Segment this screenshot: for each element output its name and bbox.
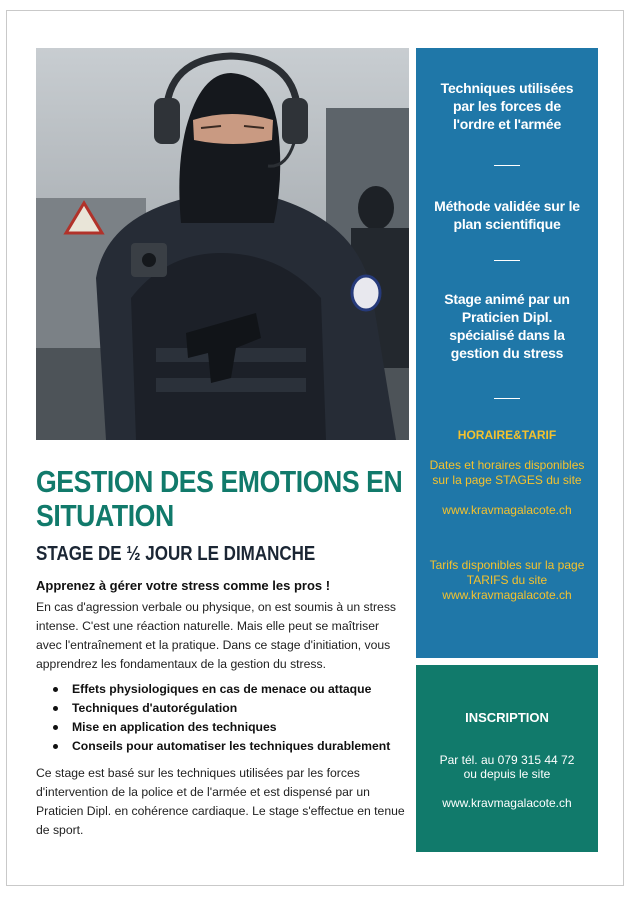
list-item-label: Effets physiologiques en cas de menace ou attaque [72,682,372,696]
feature-3: Stage animé par un Praticien Dipl. spécialisé dans la gestion du stress [444,291,570,361]
page-title: GESTION DES EMOTIONS EN SITUATION [36,464,403,533]
list-item-label: Conseils pour automatiser les techniques durablement [72,739,391,753]
intro-paragraph: En cas d'agression verbale ou physique, on est soumis à un stress intense. C'est une réaction naturelle. Mais elle peut se maîtriser avec l'entraînement et la pratique. Dans ce stage d'initiation, vous apprendrez les fondamentaux de la gestion du stress. [36,600,397,671]
inscription-link[interactable]: www.kravmagalacote.ch [442,796,572,810]
schedule-heading: HORAIRE&TARIF [457,428,557,442]
bullet-list [36,680,416,756]
tariff-text: Tarifs disponibles sur la page TARIFS du site [429,558,585,587]
separator [494,165,520,166]
inscription-site-line: ou depuis le site [463,767,551,781]
list-item [36,699,416,718]
tactical-officer-image [36,48,409,440]
inscription-panel [416,665,598,852]
feature-1: Techniques utilisées par les forces de l'ordre et l'armée [440,80,574,132]
list-item [36,680,416,699]
page-subtitle: STAGE DE ½ JOUR LE DIMANCHE [36,543,316,565]
feature-2: Méthode validée sur le plan scientifique [434,198,580,232]
lead-text: Apprenez à gérer votre stress comme les pros ! [36,578,331,593]
inscription-phone: Par tél. au 079 315 44 72 [439,753,575,767]
list-item [36,718,416,737]
inscription-heading: INSCRIPTION [465,710,549,725]
separator [494,260,520,261]
schedule-text: Dates et horaires disponibles sur la page STAGES du site [429,458,585,487]
list-item-label: Mise en application des techniques [72,720,277,734]
schedule-link[interactable]: www.kravmagalacote.ch [442,503,572,517]
tariff-link[interactable]: www.kravmagalacote.ch [442,588,572,602]
bullet-icon [53,744,58,749]
features-panel [416,48,598,658]
list-item [36,737,416,756]
bullet-icon [53,687,58,692]
bullet-icon [53,725,58,730]
hero-photo [36,48,409,440]
outro-paragraph: Ce stage est basé sur les techniques utilisées par les forces d'intervention de la police et de l'armée et est dispensé par un Praticien Dipl. en cohérence cardiaque. Le stage s'effectue en tenue de sport. [36,766,405,837]
bullet-icon [53,706,58,711]
separator [494,398,520,399]
list-item-label: Techniques d'autorégulation [72,701,238,715]
